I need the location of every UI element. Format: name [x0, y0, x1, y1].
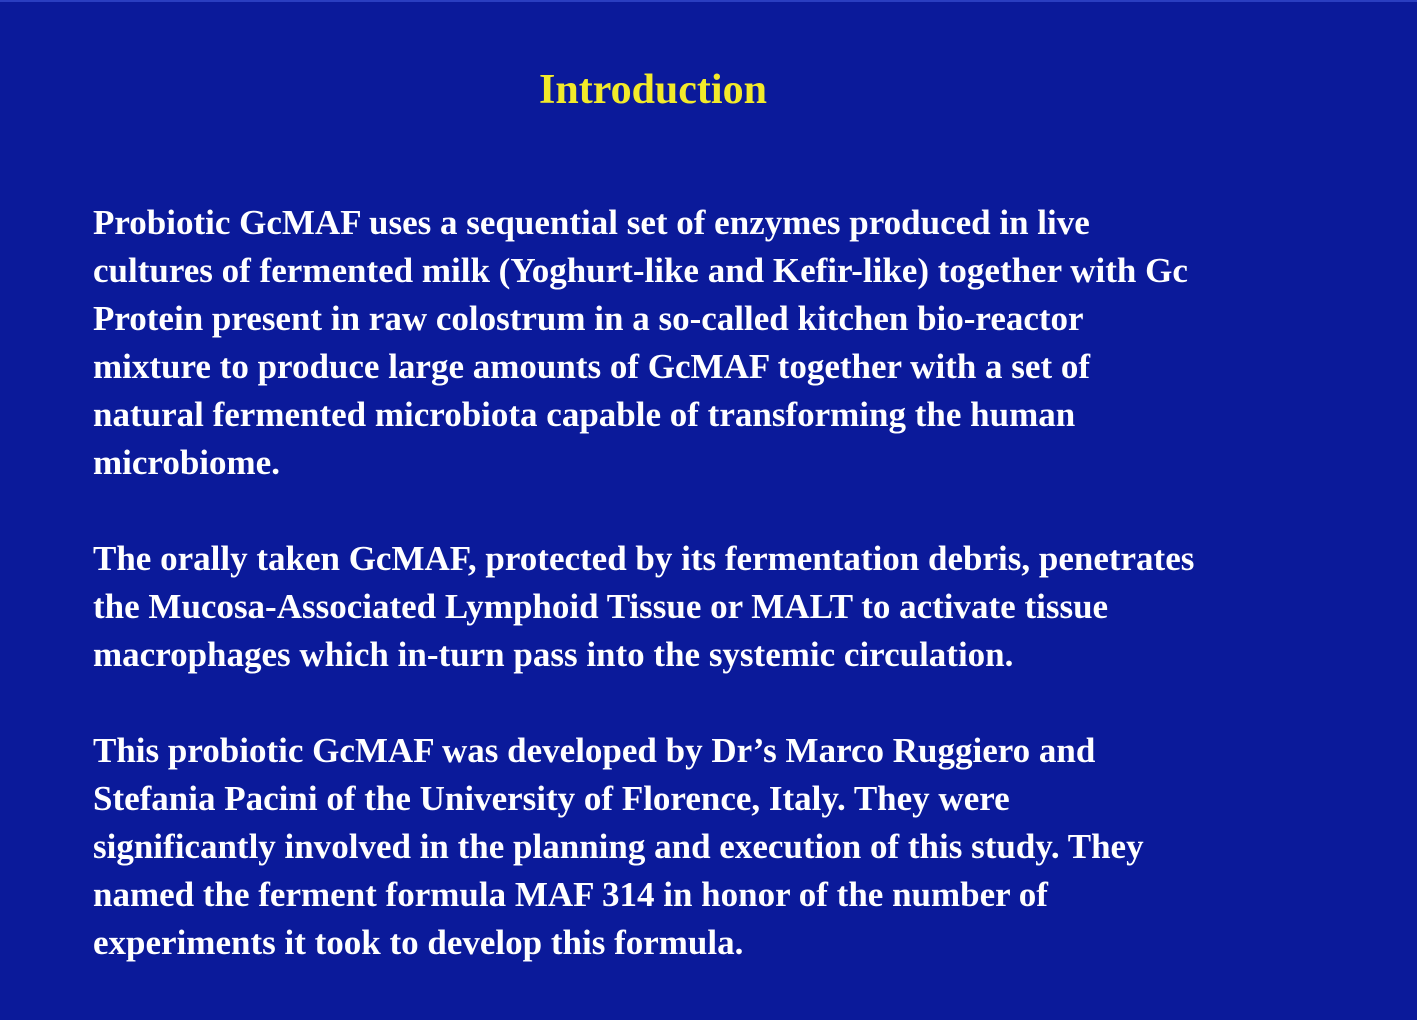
slide-title: Introduction [539, 67, 767, 113]
paragraph-line: Stefania Pacini of the University of Florence, Italy. They were [93, 779, 1010, 818]
paragraph-line: Protein present in raw colostrum in a so-called kitchen bio-reactor [93, 299, 1084, 338]
paragraph-line: microbiome. [93, 443, 280, 482]
paragraph-line: the Mucosa-Associated Lymphoid Tissue or MALT to activate tissue [93, 587, 1109, 626]
paragraph-line: natural fermented microbiota capable of transforming the human [93, 395, 1076, 434]
paragraph-line: macrophages which in-turn pass into the systemic circulation. [93, 635, 1014, 674]
paragraph-line: cultures of fermented milk (Yoghurt-like and Kefir-like) together with Gc [93, 251, 1188, 290]
paragraph-oral-gcmaf [93, 535, 1194, 679]
paragraph-line: named the ferment formula MAF 314 in honor of the number of [93, 875, 1048, 914]
paragraph-developers [93, 727, 1144, 967]
paragraph-line: experiments it took to develop this formula. [93, 923, 744, 962]
paragraph-line: mixture to produce large amounts of GcMAF together with a set of [93, 347, 1091, 386]
paragraph-line: This probiotic GcMAF was developed by Dr’s Marco Ruggiero and [93, 731, 1096, 770]
paragraph-probiotic-gcmaf [93, 199, 1188, 487]
paragraph-line: significantly involved in the planning and execution of this study. They [93, 827, 1144, 866]
paragraph-line: The orally taken GcMAF, protected by its fermentation debris, penetrates [93, 539, 1195, 578]
paragraph-line: Probiotic GcMAF uses a sequential set of enzymes produced in live [93, 203, 1090, 242]
